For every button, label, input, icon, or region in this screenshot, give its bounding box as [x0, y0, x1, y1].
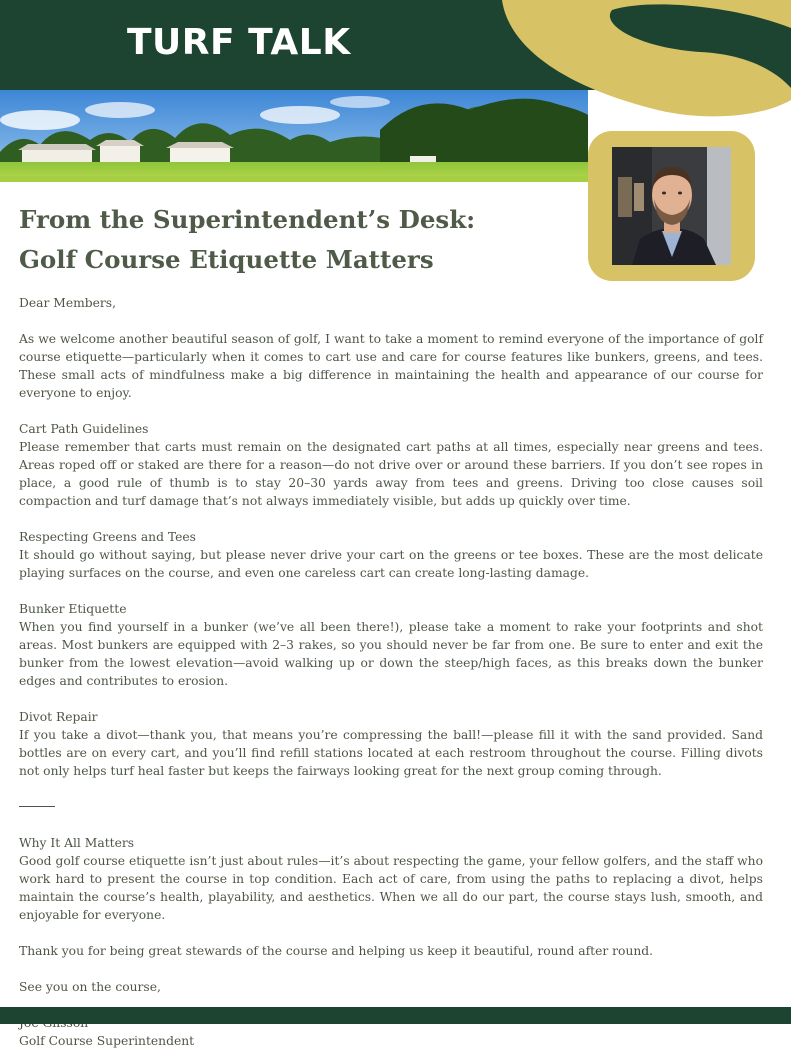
intro-paragraph: As we welcome another beautiful season of golf, I want to take a moment to remind everyone of the importance of golf course etiquette—particularly when it comes to cart use and care for course features like bunkers, greens, and tees. These small acts of mindfulness make a big difference in maintaining the health and appearance of our course for everyone to enjoy. — [19, 332, 763, 400]
article-body — [19, 294, 763, 1050]
section-text: Please remember that carts must remain on the designated cart paths at all times, especially near greens and tees. Areas roped off or staked are there for a reason—do not drive over or around these barriers. If you don’t see ropes in place, a good rule of thumb is to stay 20–30 yards away from tees and greens. Driving too close causes soil compaction and turf damage that’s not always immediately visible, but adds up quickly over time. — [19, 440, 763, 508]
golf-course-banner-image — [0, 90, 588, 182]
section-heading: Bunker Etiquette — [19, 602, 127, 616]
closing-line: See you on the course, — [19, 980, 161, 994]
article-title-line1: From the Superintendent’s Desk: — [19, 205, 476, 234]
signature-title: Golf Course Superintendent — [19, 1034, 195, 1048]
divider-rule — [19, 806, 55, 807]
why-heading: Why It All Matters — [19, 836, 135, 850]
section-text: When you find yourself in a bunker (we’ve all been there!), please take a moment to rake your footprints and shot areas. Most bunkers are equipped with 2–3 rakes, so you should never be far from one. Be sure to enter and exit the bunker from the lowest elevation—avoid walking up or down the steep/high faces, as this breaks down the bunker edges and contributes to erosion. — [19, 620, 763, 688]
section-heading: Respecting Greens and Tees — [19, 530, 196, 544]
section-text: If you take a divot—thank you, that means you’re compressing the ball!—please fill it with the sand provided. Sand bottles are on every cart, and you’ll find refill stations located at each restroom throughout the course. Filling divots not only helps turf heal faster but keeps the fairways looking great for the next group coming through. — [19, 728, 763, 778]
article-title-line2: Golf Course Etiquette Matters — [19, 245, 434, 274]
superintendent-portrait-photo — [612, 147, 731, 265]
newsletter-title: TURF TALK — [127, 22, 351, 63]
footer-band — [0, 1007, 791, 1024]
section-text: It should go without saying, but please never drive your cart on the greens or tee boxes. These are the most delicate playing surfaces on the course, and even one careless cart can create long-lasting damage. — [19, 548, 763, 580]
why-text: Good golf course etiquette isn’t just about rules—it’s about respecting the game, your fellow golfers, and the staff who work hard to present the course in top condition. Each act of care, from using the paths to replacing a divot, helps maintain the course’s health, playability, and aesthetics. When we all do our part, the course stays lush, smooth, and enjoyable for everyone. — [19, 854, 763, 922]
section-heading: Divot Repair — [19, 710, 98, 724]
article-title — [19, 200, 579, 280]
greeting: Dear Members, — [19, 296, 117, 310]
section-heading: Cart Path Guidelines — [19, 422, 149, 436]
thanks-paragraph: Thank you for being great stewards of the course and helping us keep it beautiful, round after round. — [19, 944, 654, 958]
